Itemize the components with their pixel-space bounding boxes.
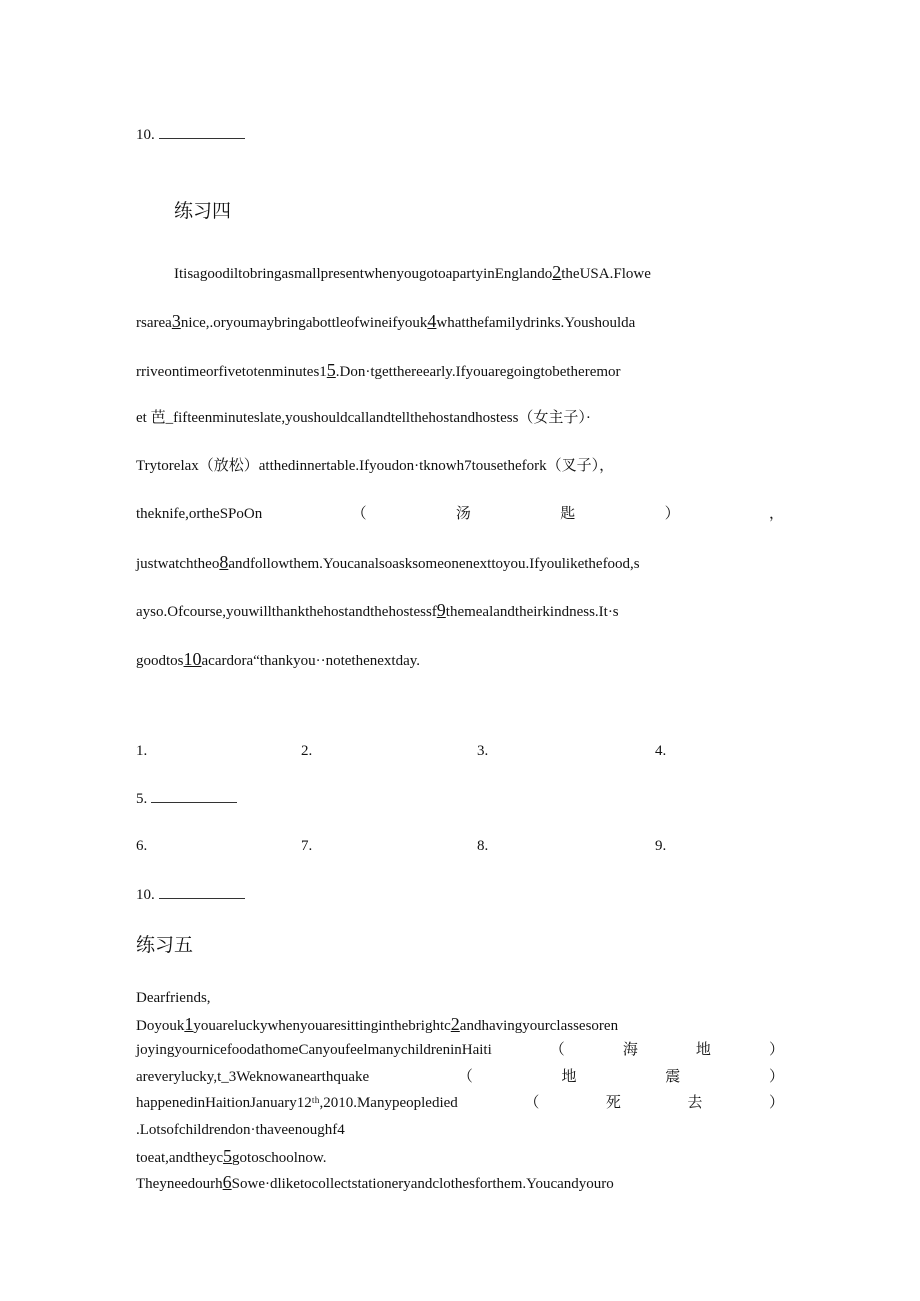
text-segment: 汤 bbox=[455, 506, 471, 522]
text-line bbox=[136, 1014, 618, 1036]
text-segment: goodtos bbox=[136, 653, 184, 669]
text-segment: Doyouk bbox=[136, 1018, 185, 1034]
item-number: 4. bbox=[655, 743, 667, 759]
blank-number: 8 bbox=[219, 552, 229, 572]
text-segment: 匙 bbox=[560, 506, 576, 522]
text-segment: rsarea bbox=[136, 315, 172, 331]
text-segment: 震 bbox=[665, 1069, 681, 1085]
text-segment: ） bbox=[664, 506, 680, 522]
blank-number: 3 bbox=[171, 311, 181, 331]
text-segment: andfollowthem.Youcanalsoasksomeonenexttoyou.Ifyoulikethefood,s bbox=[228, 556, 640, 572]
blank-number: 9 bbox=[436, 600, 446, 620]
item-number: 8. bbox=[477, 838, 489, 854]
text-segment: et 芭_fifteenminuteslate,youshouldcallandtellthehostandhostess（女主子）· bbox=[136, 410, 591, 426]
blank-number: 4 bbox=[427, 311, 437, 331]
answer-blank bbox=[159, 886, 245, 899]
item-number: 3. bbox=[477, 743, 489, 759]
text-line bbox=[136, 1093, 784, 1113]
text-segment: ItisagoodiltobringasmallpresentwhenyougotoapartyinEnglando bbox=[174, 266, 553, 282]
answer-item bbox=[136, 886, 245, 904]
blank-number: 6 bbox=[222, 1172, 232, 1192]
text-segment: theknife,ortheSPoOn bbox=[136, 506, 263, 522]
text-segment: ） bbox=[768, 1095, 784, 1111]
text-segment: ） bbox=[768, 1069, 784, 1085]
item-number: 10. bbox=[136, 887, 155, 903]
text-segment: 地 bbox=[561, 1069, 577, 1085]
item-number: 5. bbox=[136, 791, 148, 807]
blank-number: 1 bbox=[184, 1014, 194, 1034]
exercise-5-title: 练习五 bbox=[136, 935, 194, 956]
answer-blank bbox=[159, 126, 245, 139]
text-segment: Sowe·dliketocollectstationeryandclothesforthem.Youcandyouro bbox=[231, 1176, 614, 1192]
text-line bbox=[136, 1146, 327, 1168]
item-number: 7. bbox=[301, 838, 313, 854]
text-segment: 地 bbox=[695, 1042, 711, 1058]
text-segment: youareluckywhenyouaresittinginthebrightc bbox=[193, 1018, 451, 1034]
text-line bbox=[136, 600, 619, 622]
text-segment: .Lotsofchildrendon·thaveenoughf4 bbox=[136, 1122, 345, 1138]
exercise-4-title: 练习四 bbox=[174, 201, 232, 222]
text-segment: .Don·tgetthereearly.Ifyouaregoingtobetheremor bbox=[335, 364, 621, 380]
text-segment: ayso.Ofcourse,youwillthankthehostandthehostessf bbox=[136, 604, 437, 620]
text-segment: ， bbox=[768, 506, 784, 522]
text-line bbox=[136, 456, 614, 476]
text-segment: joyingyournicefoodathomeCanyoufeelmanychildreninHaiti bbox=[136, 1042, 492, 1058]
text-segment: areverylucky,t_3Weknowanearthquake bbox=[136, 1069, 370, 1085]
item-number: 2. bbox=[301, 743, 313, 759]
text-line bbox=[136, 552, 640, 574]
text-line bbox=[136, 988, 211, 1008]
text-line bbox=[136, 311, 635, 333]
text-segment: toeat,andtheyc bbox=[136, 1150, 224, 1166]
answer-item bbox=[136, 743, 147, 760]
text-segment: andhavingyourclassesoren bbox=[459, 1018, 619, 1034]
blank-number: 2 bbox=[450, 1014, 460, 1034]
text-line bbox=[136, 649, 420, 671]
text-segment: （ bbox=[457, 1069, 473, 1085]
text-line bbox=[136, 1172, 614, 1194]
answer-item bbox=[301, 838, 312, 855]
text-segment: 海 bbox=[622, 1042, 638, 1058]
text-segment: nice,.oryoumaybringabottleofwineifyouk bbox=[180, 315, 428, 331]
text-line bbox=[136, 504, 784, 524]
text-segment: themealandtheirkindness.It·s bbox=[445, 604, 619, 620]
text-line bbox=[136, 1067, 784, 1087]
answer-item bbox=[477, 743, 488, 760]
text-segment: （ bbox=[524, 1095, 540, 1111]
item-number: 6. bbox=[136, 838, 148, 854]
answer-item bbox=[136, 790, 237, 808]
text-segment: Theyneedourh bbox=[136, 1176, 223, 1192]
text-segment: rriveontimeorfivetotenminutes1 bbox=[136, 364, 327, 380]
answer-blank bbox=[151, 790, 237, 803]
blank-number: 5 bbox=[326, 360, 336, 380]
text-line bbox=[136, 1120, 345, 1140]
answer-item bbox=[136, 838, 147, 855]
text-segment: acardora“thankyou··notethenextday. bbox=[201, 653, 421, 669]
text-segment: （ bbox=[351, 506, 367, 522]
answer-item bbox=[655, 838, 666, 855]
text-segment: Trytorelax（放松）atthedinnertable.Ifyoudon·tknowh7tousethefork（叉子）， bbox=[136, 458, 615, 474]
text-line bbox=[136, 408, 591, 428]
text-segment: ） bbox=[768, 1042, 784, 1058]
text-segment: （ bbox=[549, 1042, 565, 1058]
text-segment: 去 bbox=[687, 1095, 703, 1111]
answer-item bbox=[655, 743, 666, 760]
blank-number: 2 bbox=[552, 262, 562, 282]
item-number: 10. bbox=[136, 127, 155, 143]
text-segment: justwatchtheo bbox=[136, 556, 220, 572]
text-line bbox=[136, 1040, 784, 1060]
text-segment: whatthefamilydrinks.Youshoulda bbox=[436, 315, 636, 331]
text-segment: Dearfriends, bbox=[136, 990, 211, 1006]
text-line bbox=[174, 262, 651, 284]
text-segment: gotoschoolnow. bbox=[232, 1150, 327, 1166]
answer-item bbox=[301, 743, 312, 760]
text-segment: happenedinHaitionJanuary12ᵗʰ,2010.Manypeopledied bbox=[136, 1095, 458, 1111]
text-segment: 死 bbox=[605, 1095, 621, 1111]
blank-number: 10 bbox=[183, 649, 202, 669]
answer-item-10-top bbox=[136, 126, 245, 144]
answer-item bbox=[477, 838, 488, 855]
blank-number: 5 bbox=[223, 1146, 233, 1166]
text-segment: theUSA.Flowe bbox=[561, 266, 651, 282]
text-line bbox=[136, 360, 621, 382]
item-number: 9. bbox=[655, 838, 667, 854]
item-number: 1. bbox=[136, 743, 148, 759]
